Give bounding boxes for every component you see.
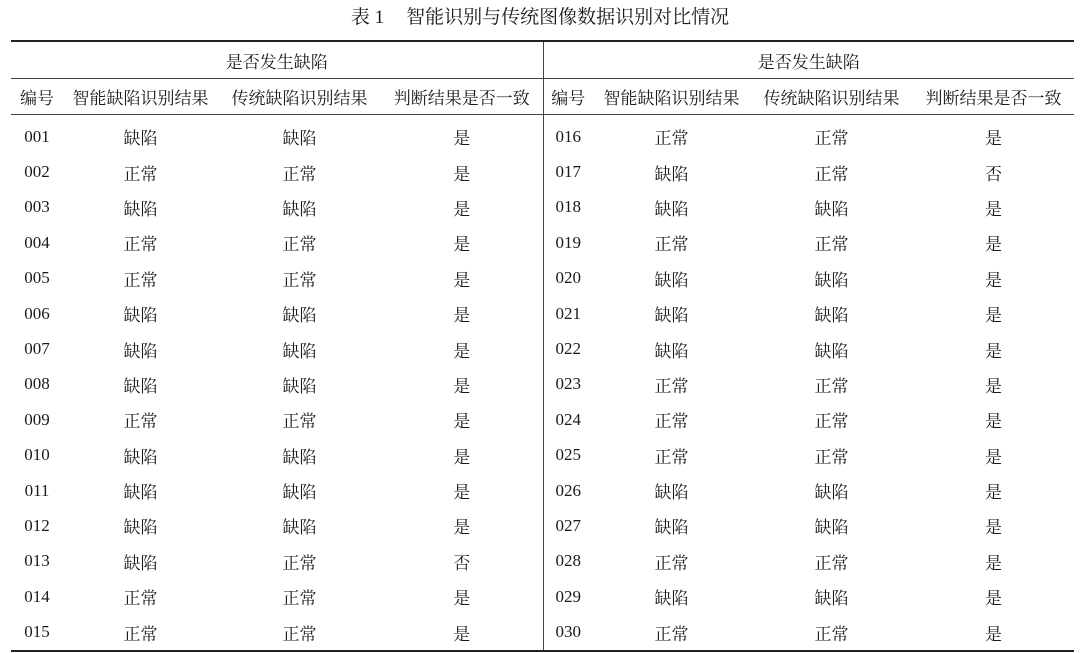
row-id: 020 [543,261,593,296]
match-result: 是 [453,270,471,291]
match-result: 否 [453,553,471,574]
smart-result: 缺陷 [654,306,689,327]
traditional-result: 缺陷 [814,589,849,610]
row-id: 005 [24,268,50,288]
row-id: 016 [543,115,593,155]
table-row [11,614,1074,649]
comparison-table [11,42,1074,650]
row-id: 025 [543,438,593,473]
match-result: 是 [985,341,1002,362]
smart-result: 正常 [123,589,158,610]
row-id: 030 [543,614,593,649]
match-result: 是 [985,199,1002,220]
match-result: 是 [985,447,1002,468]
table-body [11,115,1074,650]
row-id: 018 [543,190,593,225]
table-caption [0,4,1080,31]
smart-result: 正常 [123,412,158,433]
smart-result: 正常 [123,624,158,645]
match-result: 是 [453,341,471,362]
smart-result: 缺陷 [123,306,158,327]
match-result: 是 [453,483,471,504]
match-result: 是 [453,164,471,185]
row-id: 001 [24,126,50,146]
match-result: 是 [453,412,471,433]
traditional-result: 缺陷 [814,306,849,327]
smart-result: 缺陷 [654,341,689,362]
row-id: 029 [543,579,593,614]
smart-result: 正常 [654,376,689,397]
traditional-result: 缺陷 [814,199,849,220]
match-result: 是 [453,235,471,256]
traditional-result: 正常 [814,412,849,433]
table-row [11,225,1074,260]
smart-result: 缺陷 [123,518,158,539]
traditional-result: 正常 [282,270,317,291]
traditional-result: 正常 [282,624,317,645]
column-header-row [11,79,1074,115]
match-result: 否 [985,164,1002,185]
smart-result: 缺陷 [123,199,158,220]
traditional-result: 缺陷 [282,199,317,220]
traditional-result: 正常 [814,553,849,574]
column-header-smart: 智能缺陷识别结果 [63,79,218,115]
traditional-result: 缺陷 [814,518,849,539]
table-row [11,473,1074,508]
match-result: 是 [985,483,1002,504]
row-id: 026 [543,473,593,508]
smart-result: 正常 [654,624,689,645]
traditional-result: 正常 [282,553,317,574]
smart-result: 缺陷 [654,483,689,504]
match-result: 是 [985,129,1002,150]
table-row [11,544,1074,579]
row-id: 013 [24,551,50,571]
traditional-result: 正常 [282,164,317,185]
column-header-smart: 智能缺陷识别结果 [593,79,750,115]
match-result: 是 [985,270,1002,291]
traditional-result: 缺陷 [814,341,849,362]
smart-result: 缺陷 [123,129,158,150]
traditional-result: 正常 [814,447,849,468]
smart-result: 缺陷 [654,589,689,610]
traditional-result: 缺陷 [282,483,317,504]
row-id: 003 [24,197,50,217]
row-id: 022 [543,331,593,366]
traditional-result: 正常 [282,412,317,433]
traditional-result: 正常 [814,624,849,645]
match-result: 是 [985,306,1002,327]
row-id: 028 [543,544,593,579]
row-id: 006 [24,303,50,323]
smart-result: 缺陷 [123,553,158,574]
group-header-row [11,42,1074,79]
traditional-result: 缺陷 [282,306,317,327]
match-result: 是 [985,518,1002,539]
traditional-result: 正常 [814,129,849,150]
row-id: 012 [24,515,50,535]
smart-result: 正常 [654,235,689,256]
row-id: 019 [543,225,593,260]
table-number: 表 1 [350,7,385,28]
traditional-result: 正常 [814,376,849,397]
match-result: 是 [453,199,471,220]
traditional-result: 缺陷 [814,270,849,291]
match-result: 是 [985,553,1002,574]
smart-result: 缺陷 [123,341,158,362]
table-row [11,115,1074,155]
smart-result: 缺陷 [654,164,689,185]
row-id: 023 [543,367,593,402]
smart-result: 正常 [123,164,158,185]
smart-result: 正常 [654,447,689,468]
smart-result: 缺陷 [123,447,158,468]
table-title: 智能识别与传统图像数据识别对比情况 [406,6,730,28]
table-row [11,261,1074,296]
smart-result: 正常 [123,235,158,256]
table-row [11,367,1074,402]
table-row [11,154,1074,189]
traditional-result: 正常 [814,235,849,256]
smart-result: 缺陷 [654,199,689,220]
traditional-result: 正常 [282,589,317,610]
traditional-result: 缺陷 [282,518,317,539]
traditional-result: 缺陷 [282,129,317,150]
column-header-id: 编号 [11,79,63,115]
table-row [11,402,1074,437]
traditional-result: 缺陷 [814,483,849,504]
traditional-result: 正常 [814,164,849,185]
match-result: 是 [453,518,471,539]
match-result: 是 [453,129,471,150]
table-row [11,331,1074,366]
row-id: 008 [24,374,50,394]
traditional-result: 缺陷 [282,341,317,362]
traditional-result: 缺陷 [282,447,317,468]
column-header-match: 判断结果是否一致 [381,79,543,115]
group-header-right: 是否发生缺陷 [543,42,1074,79]
smart-result: 缺陷 [123,376,158,397]
match-result: 是 [985,376,1002,397]
row-id: 027 [543,508,593,543]
column-header-match: 判断结果是否一致 [913,79,1074,115]
smart-result: 正常 [654,412,689,433]
match-result: 是 [985,412,1002,433]
row-id: 007 [24,339,50,359]
column-header-traditional: 传统缺陷识别结果 [218,79,381,115]
row-id: 017 [543,154,593,189]
row-id: 004 [24,232,50,252]
row-id: 021 [543,296,593,331]
row-id: 014 [24,586,50,606]
smart-result: 正常 [654,129,689,150]
match-result: 是 [453,624,471,645]
table-row [11,579,1074,614]
row-id: 024 [543,402,593,437]
column-header-traditional: 传统缺陷识别结果 [750,79,913,115]
comparison-table-frame [11,40,1074,652]
row-id: 002 [24,162,50,182]
smart-result: 缺陷 [654,518,689,539]
row-id: 010 [24,445,50,465]
table-row [11,438,1074,473]
table-row [11,296,1074,331]
group-header-left: 是否发生缺陷 [11,42,543,79]
match-result: 是 [453,306,471,327]
match-result: 是 [453,589,471,610]
table-row [11,190,1074,225]
traditional-result: 正常 [282,235,317,256]
match-result: 是 [453,376,471,397]
smart-result: 缺陷 [654,270,689,291]
match-result: 是 [985,624,1002,645]
row-id: 015 [24,622,50,642]
smart-result: 正常 [123,270,158,291]
row-id: 009 [24,409,50,429]
smart-result: 缺陷 [123,483,158,504]
smart-result: 正常 [654,553,689,574]
row-id: 011 [24,480,50,500]
traditional-result: 缺陷 [282,376,317,397]
match-result: 是 [453,447,471,468]
match-result: 是 [985,589,1002,610]
match-result: 是 [985,235,1002,256]
column-header-id: 编号 [543,79,593,115]
table-row [11,508,1074,543]
